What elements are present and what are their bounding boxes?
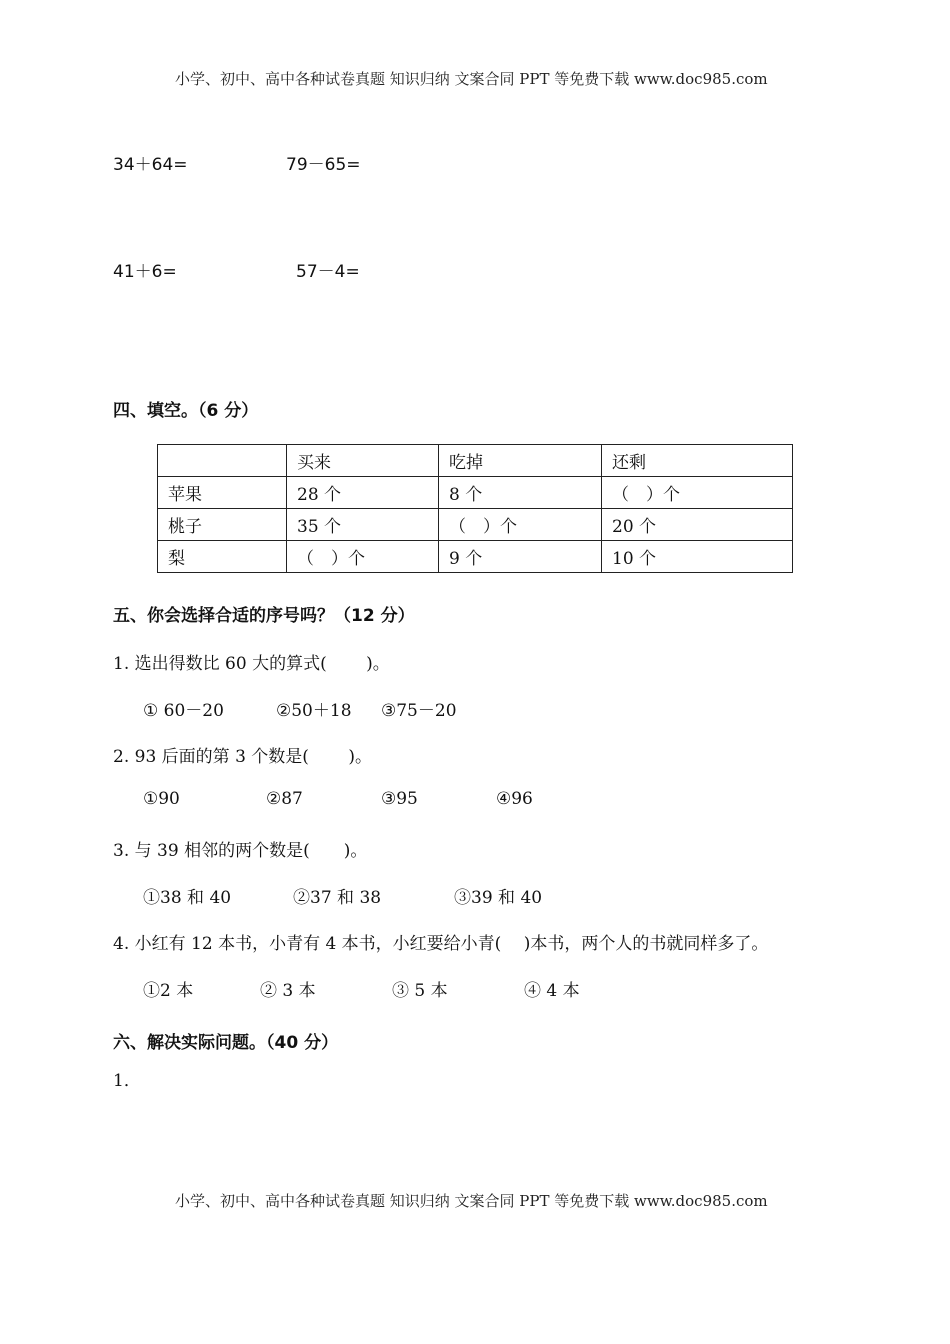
calc-item: 41＋6= xyxy=(113,262,177,282)
option: ④ 4 本 xyxy=(524,981,580,1001)
table-cell: 28 个 xyxy=(287,477,439,509)
calc-item: 79－65= xyxy=(286,155,361,175)
table-row xyxy=(158,541,793,573)
table-cell: 还剩 xyxy=(602,445,793,477)
option: ③ 5 本 xyxy=(392,981,448,1001)
fill-table xyxy=(157,444,793,573)
option: ②37 和 38 xyxy=(293,888,382,908)
option: ④96 xyxy=(496,789,533,809)
question-text: 1. 选出得数比 60 大的算式( )。 xyxy=(113,654,390,674)
table-cell: 苹果 xyxy=(158,477,287,509)
table-cell: 35 个 xyxy=(287,509,439,541)
table-cell: 桃子 xyxy=(158,509,287,541)
section-title: 六、解决实际问题。（40 分） xyxy=(113,1033,339,1053)
option: ②87 xyxy=(266,789,303,809)
option: ②50＋18 xyxy=(276,701,352,721)
table-cell xyxy=(158,445,287,477)
calc-item: 57－4= xyxy=(296,262,360,282)
table-row xyxy=(158,509,793,541)
table-cell: 梨 xyxy=(158,541,287,573)
table-cell: 9 个 xyxy=(439,541,602,573)
table-header-row xyxy=(158,445,793,477)
question-text: 3. 与 39 相邻的两个数是( )。 xyxy=(113,841,368,861)
table-cell: 8 个 xyxy=(439,477,602,509)
table-cell: （ ）个 xyxy=(602,477,793,509)
option: ①2 本 xyxy=(143,981,194,1001)
table-cell: 10 个 xyxy=(602,541,793,573)
table-row xyxy=(158,477,793,509)
question-text: 2. 93 后面的第 3 个数是( )。 xyxy=(113,747,372,767)
option: ①90 xyxy=(143,789,180,809)
option: ①38 和 40 xyxy=(143,888,232,908)
option: ③95 xyxy=(381,789,418,809)
table-cell: 买来 xyxy=(287,445,439,477)
table-cell: 吃掉 xyxy=(439,445,602,477)
table-cell: （ ）个 xyxy=(439,509,602,541)
section-title: 五、你会选择合适的序号吗？（12 分） xyxy=(113,606,415,626)
option: ③75－20 xyxy=(381,701,457,721)
option: ③39 和 40 xyxy=(454,888,543,908)
table-cell: （ ）个 xyxy=(287,541,439,573)
option: ② 3 本 xyxy=(260,981,316,1001)
calc-item: 34＋64= xyxy=(113,155,188,175)
table-cell: 20 个 xyxy=(602,509,793,541)
page-header: 小学、初中、高中各种试卷真题 知识归纳 文案合同 PPT 等免费下载 www.doc985.com xyxy=(175,70,768,88)
question-text: 4. 小红有 12 本书，小青有 4 本书，小红要给小青( )本书，两个人的书就同样多了。 xyxy=(113,934,769,954)
option: ① 60－20 xyxy=(143,701,224,721)
page-footer: 小学、初中、高中各种试卷真题 知识归纳 文案合同 PPT 等免费下载 www.doc985.com xyxy=(175,1192,768,1210)
section-title: 四、填空。（6 分） xyxy=(113,401,259,421)
question-number: 1． xyxy=(113,1071,141,1091)
